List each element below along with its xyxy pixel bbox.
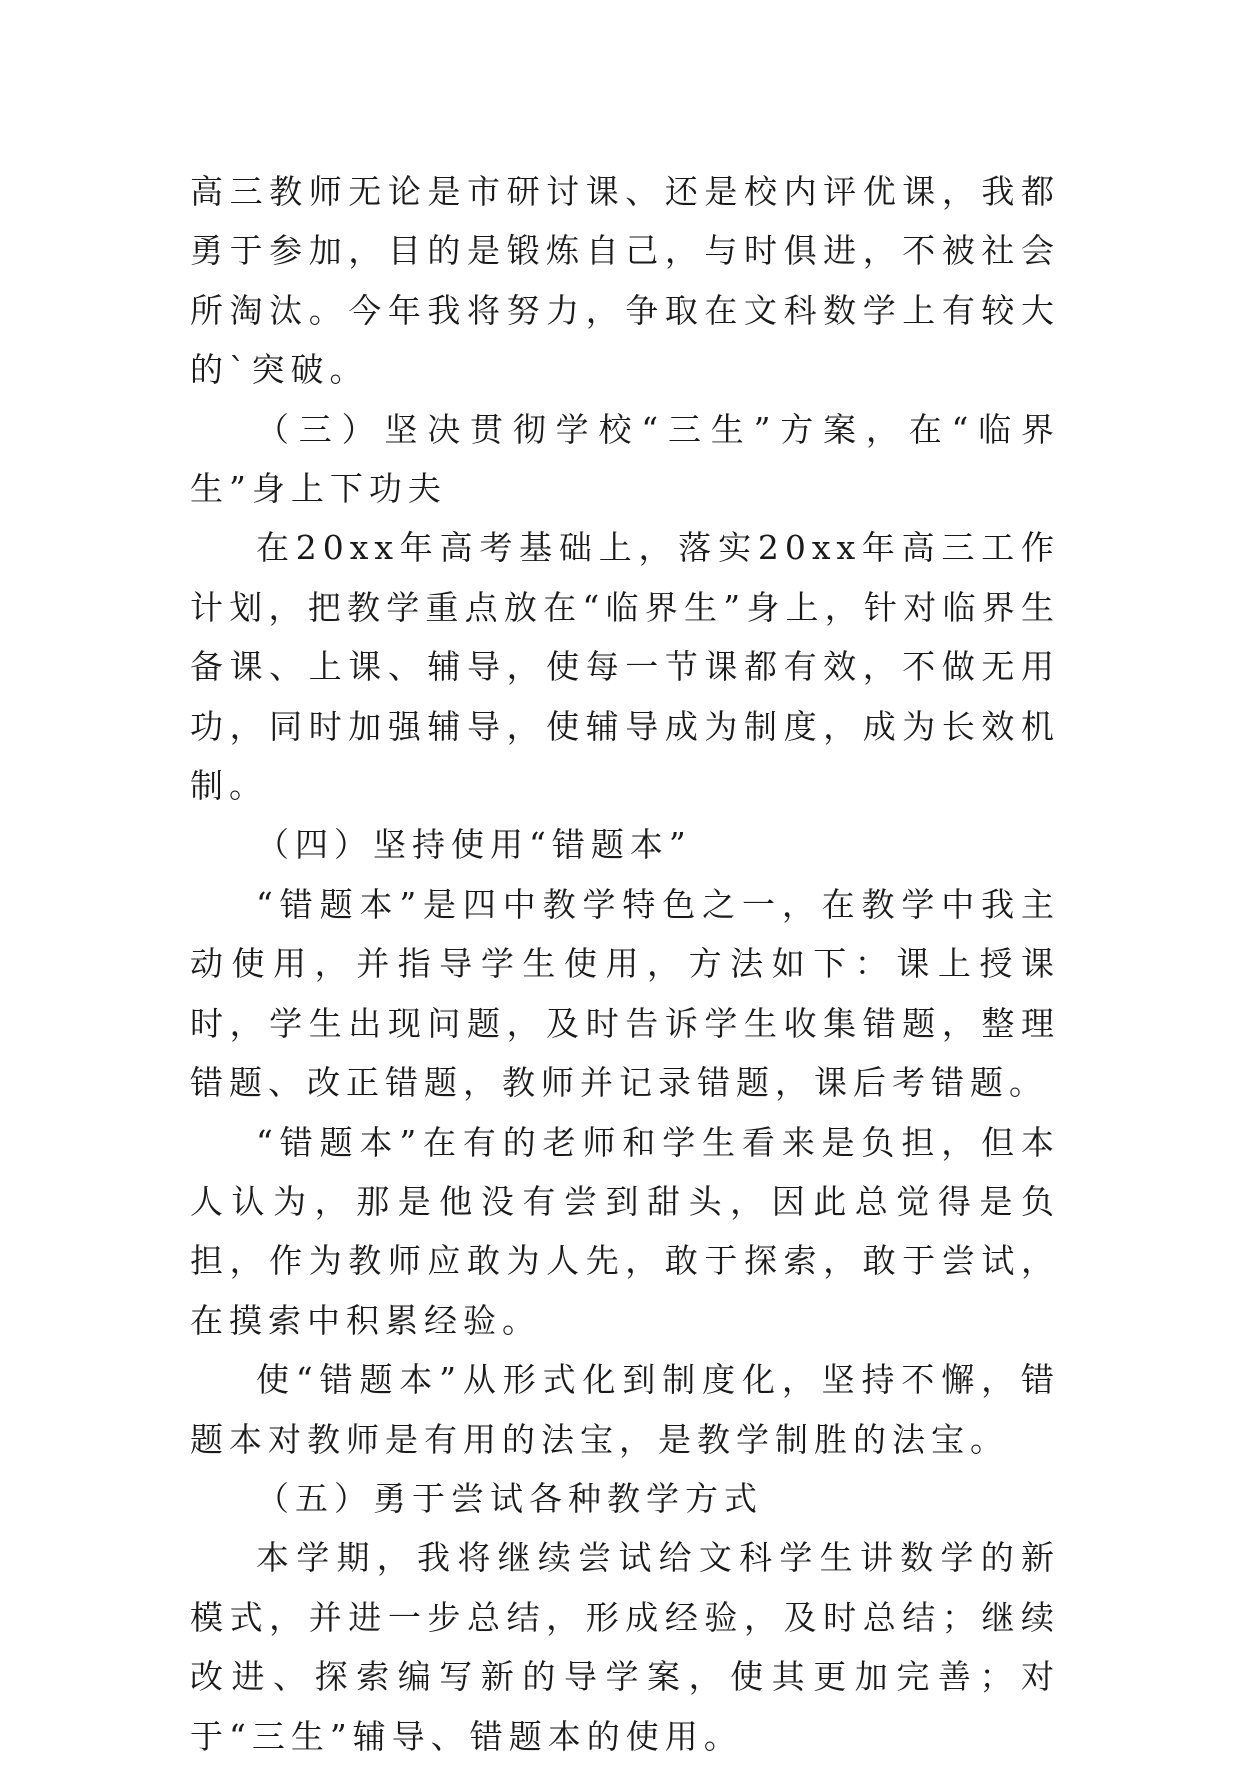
section-heading-5: （五）勇于尝试各种教学方式 bbox=[256, 1478, 763, 1518]
paragraph-body: “错题本”在有的老师和学生看来是负担，但本人认为，那是他没有尝到甜头，因此总觉得是负担，作为教师应敢为人先，敢于探索，敢于尝试，在摸索中积累经验。 bbox=[190, 1122, 1060, 1340]
paragraph-body: “错题本”是四中教学特色之一，在教学中我主动使用，并指导学生使用，方法如下：课上授课时，学生出现问题，及时告诉学生收集错题，整理错题、改正错题，教师并记录错题，课后考错题。 bbox=[190, 884, 1060, 1103]
section-heading-3: （三）坚决贯彻学校“三生”方案，在“临界生”身上下功夫 bbox=[190, 409, 1060, 509]
paragraph-continuation: 高三教师无论是市研讨课、还是校内评优课，我都勇于参加，目的是锻炼自己，与时俱进，不被社会所淘汰。今年我将努力，争取在文科数学上有较大的`突破。 bbox=[190, 172, 1060, 390]
document-body bbox=[190, 162, 1060, 1766]
paragraph-body: 在20xx年高考基础上，落实20xx年高三工作计划，把教学重点放在“临界生”身上，针对临界生备课、上课、辅导，使每一节课都有效，不做无用功，同时加强辅导，使辅导成为制度，成为长效机制。 bbox=[190, 528, 1060, 806]
section-heading-4: （四）坚持使用“错题本” bbox=[256, 825, 692, 865]
paragraph-body: 本学期，我将继续尝试给文科学生讲数学的新模式，并进一步总结，形成经验，及时总结；继续改进、探索编写新的导学案，使其更加完善；对于“三生”辅导、错题本的使用。 bbox=[190, 1538, 1060, 1756]
paragraph-body: 使“错题本”从形式化到制度化，坚持不懈，错题本对教师是有用的法宝，是教学制胜的法宝。 bbox=[190, 1360, 1060, 1459]
